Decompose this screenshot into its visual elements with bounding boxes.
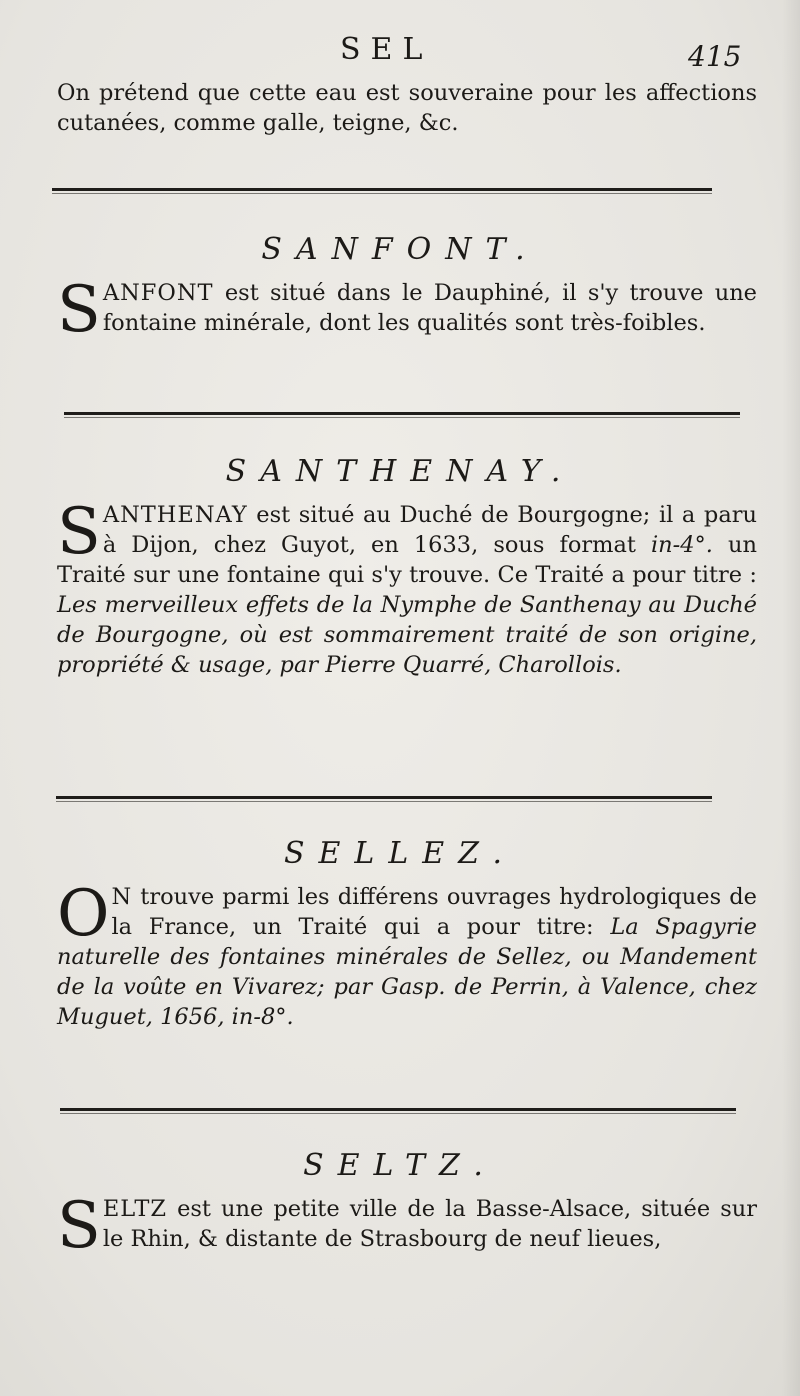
section-divider (64, 412, 740, 415)
entry-body: est situé dans le Dauphiné, il s'y trouve une fontaine minérale, dont les qualités sont très-foibles. (102, 280, 757, 336)
intro-paragraph: On prétend que cette eau est souveraine pour les affections cutanées, comme galle, teigne, &c. (57, 80, 757, 136)
treatise-title: Les merveilleux effets de la Nymphe de Santhenay au Duché de Bourgogne, où est sommairement traité de son origine, propriété & usage, par Pierre Quarré, Charollois. (57, 592, 757, 678)
entry-heading-seltz: SELTZ. (303, 1148, 497, 1183)
entry-lead-word: ANTHENAY (102, 502, 248, 528)
drop-cap: S (57, 495, 101, 569)
entry-sanfont (57, 273, 757, 347)
book-format: in-4°. (650, 532, 713, 558)
treatise-title: La Spagyrie naturelle des fontaines minérales de Sellez, ou Mandement de la voûte en Vivarez; par Gasp. de Perrin, à Valence, chez Muguet, 1656, in-8°. (57, 914, 757, 1030)
drop-cap: S (57, 1189, 101, 1263)
entry-santhenay (57, 495, 757, 680)
entry-heading-santhenay: SANTHENAY. (225, 454, 575, 489)
entry-body: est situé au Duché de Bourgogne; il a paru à Dijon, chez Guyot, en 1633, sous format (102, 502, 757, 558)
entry-lead-word: ELTZ (102, 1196, 168, 1222)
entry-heading-sellez: SELLEZ. (283, 836, 517, 871)
entry-body: est une petite ville de la Basse-Alsace, située sur le Rhin, & distante de Strasbourg de neuf lieues, (102, 1196, 757, 1252)
page-number: 415 (688, 40, 742, 73)
section-divider (56, 796, 712, 799)
entry-body: trouve parmi les différens ouvrages hydrologiques de la France, un Traité qui a pour titre: (111, 884, 757, 940)
entry-lead-word: N (111, 884, 133, 910)
entry-sellez (57, 877, 757, 1032)
entry-lead-word: ANFONT (102, 280, 214, 306)
drop-cap: O (57, 877, 110, 951)
running-title: SEL (340, 32, 433, 67)
page-edge-shadow (782, 0, 800, 1396)
entry-body-continued: un Traité sur une fontaine qui s'y trouve. Ce Traité a pour titre : (57, 532, 757, 588)
section-divider (52, 188, 712, 191)
drop-cap: S (57, 273, 101, 347)
entry-seltz (57, 1189, 757, 1263)
entry-heading-sanfont: SANFONT. (261, 232, 539, 267)
section-divider (60, 1108, 736, 1111)
running-head (0, 32, 800, 72)
